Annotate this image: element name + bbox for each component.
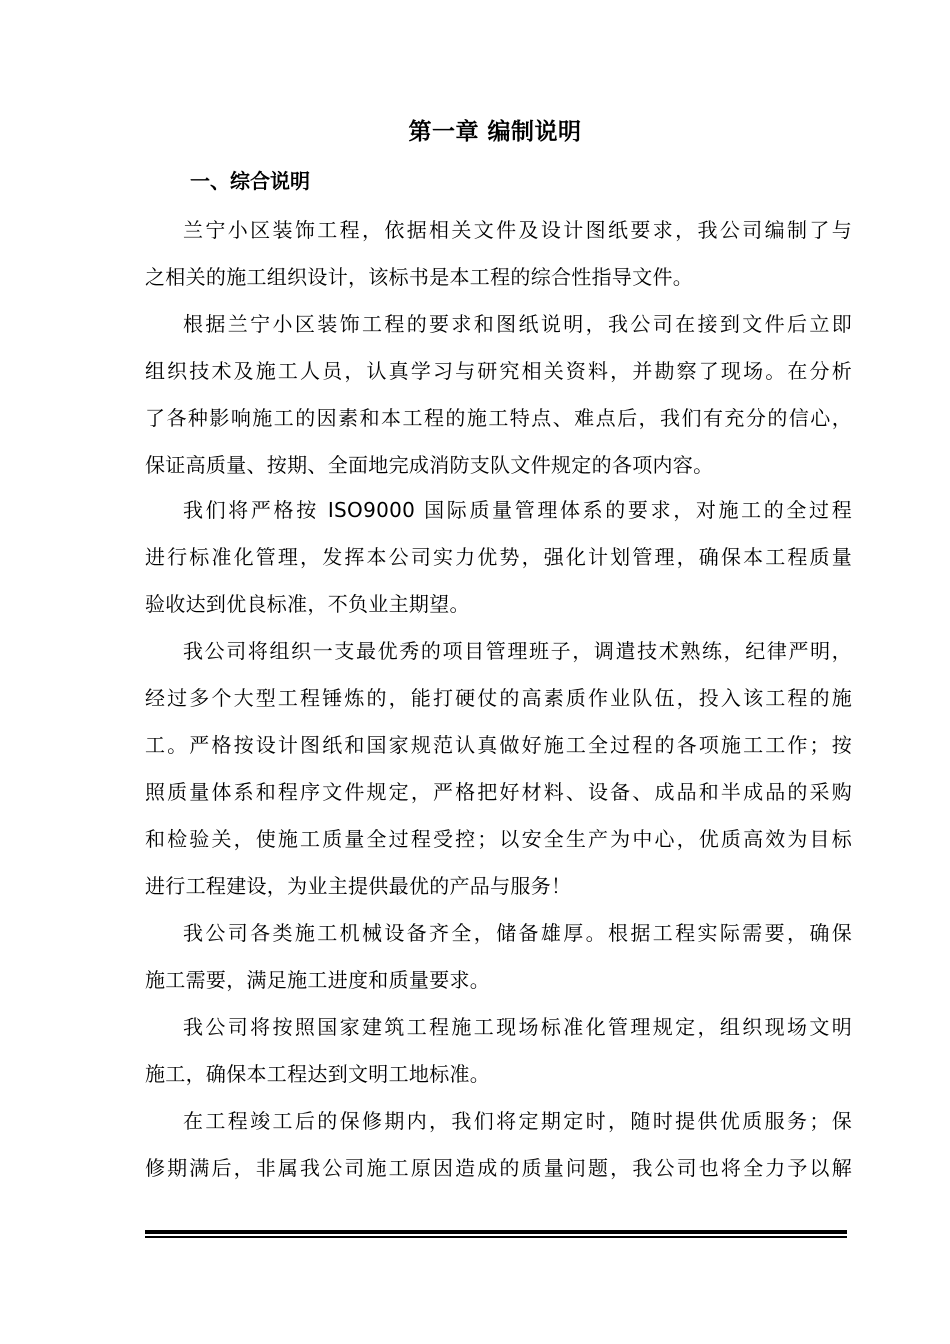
paragraph-line: 保证高质量、按期、全面地完成消防支队文件规定的各项内容。	[145, 453, 714, 477]
paragraph-line: 进行工程建设，为业主提供最优的产品与服务！	[145, 874, 572, 898]
paragraph-line: 工。严格按设计图纸和国家规范认真做好施工全过程的各项施工工作；按	[145, 733, 852, 757]
paragraph-line: 我公司将按照国家建筑工程施工现场标准化管理规定，组织现场文明	[183, 1015, 852, 1039]
paragraph-line: 照质量体系和程序文件规定，严格把好材料、设备、成品和半成品的采购	[145, 780, 852, 804]
paragraph-line: 施工需要，满足施工进度和质量要求。	[145, 968, 491, 992]
paragraph-line: 和检验关，使施工质量全过程受控；以安全生产为中心，优质高效为目标	[145, 827, 852, 851]
paragraph-line: 施工，确保本工程达到文明工地标准。	[145, 1062, 491, 1086]
paragraph-line: 经过多个大型工程锤炼的，能打硬仗的高素质作业队伍，投入该工程的施	[145, 686, 852, 710]
paragraph-1	[145, 207, 852, 301]
paragraph-line: 组织技术及施工人员，认真学习与研究相关资料，并勘察了现场。在分析	[145, 359, 852, 383]
paragraph-2	[145, 301, 852, 489]
paragraph-line: 验收达到优良标准，不负业主期望。	[145, 592, 470, 616]
footer-divider	[145, 1230, 847, 1238]
paragraph-line: 我们将严格按 ISO9000 国际质量管理体系的要求，对施工的全过程	[183, 498, 852, 522]
paragraph-line: 之相关的施工组织设计，该标书是本工程的综合性指导文件。	[145, 265, 694, 289]
paragraph-line: 在工程竣工后的保修期内，我们将定期定时，随时提供优质服务；保	[183, 1109, 852, 1133]
paragraph-3	[145, 487, 852, 628]
footer-divider-thin-line	[145, 1236, 847, 1238]
paragraph-line: 了各种影响施工的因素和本工程的施工特点、难点后，我们有充分的信心，	[145, 406, 852, 430]
paragraph-line: 我公司各类施工机械设备齐全，储备雄厚。根据工程实际需要，确保	[183, 921, 852, 945]
paragraph-7	[145, 1098, 852, 1192]
section-heading: 一、综合说明	[190, 169, 310, 193]
paragraph-line: 修期满后，非属我公司施工原因造成的质量问题，我公司也将全力予以解	[145, 1156, 852, 1180]
chapter-title: 第一章 编制说明	[408, 119, 582, 145]
paragraph-line: 根据兰宁小区装饰工程的要求和图纸说明，我公司在接到文件后立即	[183, 312, 852, 336]
paragraph-5	[145, 910, 852, 1004]
paragraph-line: 我公司将组织一支最优秀的项目管理班子，调遣技术熟练，纪律严明，	[183, 639, 852, 663]
paragraph-4	[145, 628, 852, 910]
paragraph-line: 进行标准化管理，发挥本公司实力优势，强化计划管理，确保本工程质量	[145, 545, 852, 569]
paragraph-6	[145, 1004, 852, 1098]
paragraph-line: 兰宁小区装饰工程，依据相关文件及设计图纸要求，我公司编制了与	[183, 218, 852, 242]
